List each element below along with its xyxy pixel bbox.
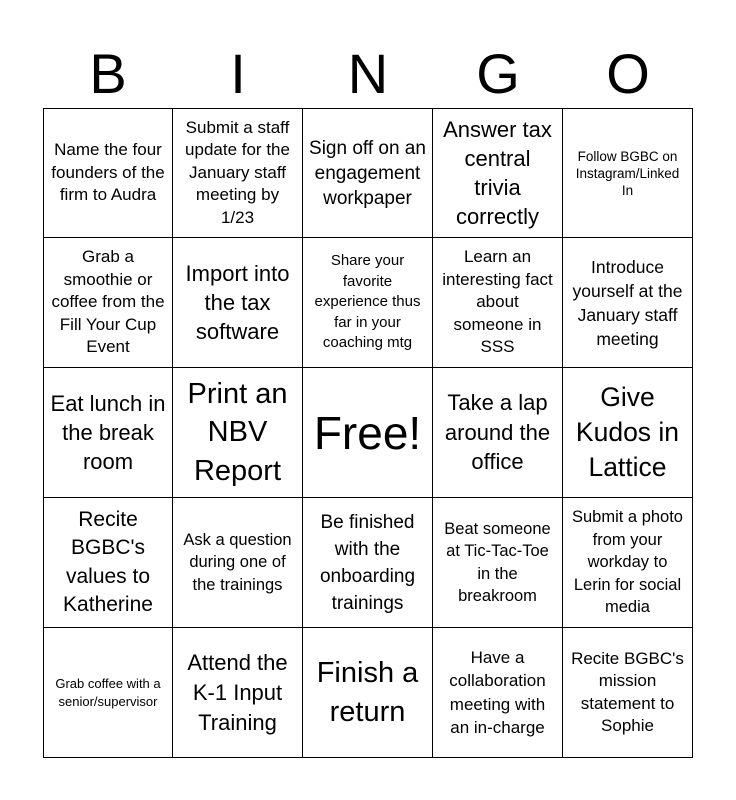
bingo-cell[interactable] (173, 498, 303, 628)
bingo-cell[interactable] (563, 368, 693, 498)
bingo-cell[interactable] (303, 108, 433, 238)
cell-text: Follow BGBC on Instagram/Linked In (575, 148, 680, 198)
cell-text: Submit a staff update for the January staff meeting by 1/23 (185, 117, 290, 227)
bingo-cell[interactable] (433, 368, 563, 498)
cell-text: Attend the K-1 Input Training (187, 649, 288, 735)
bingo-cell[interactable] (173, 628, 303, 758)
cell-text: Grab coffee with a senior/supervisor (55, 676, 161, 709)
bingo-cell[interactable] (173, 108, 303, 238)
bingo-cell[interactable] (433, 108, 563, 238)
cell-text: Learn an interesting fact about someone in SSS (442, 247, 553, 357)
bingo-cell[interactable] (303, 368, 433, 498)
bingo-cell[interactable] (43, 498, 173, 628)
bingo-cell[interactable] (43, 628, 173, 758)
bingo-cell[interactable] (563, 108, 693, 238)
cell-text: Grab a smoothie or coffee from the Fill Your Cup Event (51, 247, 165, 357)
cell-text: Give Kudos in Lattice (575, 382, 680, 482)
cell-text: Name the four founders of the firm to Audra (51, 140, 165, 205)
cell-text: Print an NBV Report (187, 377, 288, 487)
bingo-cell[interactable] (43, 368, 173, 498)
cell-text: Import into the tax software (185, 261, 290, 344)
bingo-cell[interactable] (433, 498, 563, 628)
bingo-cell[interactable] (43, 108, 173, 238)
cell-text: Recite BGBC's mission statement to Sophie (571, 648, 684, 735)
cell-text: Recite BGBC's values to Katherine (63, 507, 153, 616)
cell-text: Finish a return (316, 656, 419, 728)
bingo-header (43, 40, 693, 108)
header-letter-b: B (89, 42, 127, 105)
cell-text: Introduce yourself at the January staff meeting (572, 256, 683, 349)
header-letter-g: G (476, 42, 520, 105)
cell-text: Sign off on an engagement workpaper (309, 137, 426, 209)
cell-text: Take a lap around the office (444, 390, 551, 475)
cell-text: Be finished with the onboarding trainings (319, 511, 416, 614)
cell-text: Eat lunch in the break room (50, 391, 166, 474)
bingo-cell[interactable] (563, 238, 693, 368)
cell-text: Beat someone at Tic-Tac-Toe in the breakroom (444, 519, 551, 605)
bingo-cell[interactable] (43, 238, 173, 368)
free-space: Free! (313, 406, 422, 459)
bingo-cell[interactable] (433, 628, 563, 758)
header-letter-n: N (347, 42, 389, 105)
cell-text: Answer tax central trivia correctly (443, 117, 552, 229)
bingo-cell[interactable] (563, 628, 693, 758)
cell-text: Have a collaboration meeting with an in-charge (449, 647, 546, 737)
bingo-board (43, 108, 693, 758)
bingo-cell[interactable] (303, 238, 433, 368)
bingo-cell[interactable] (303, 498, 433, 628)
cell-text: Ask a question during one of the trainings (183, 530, 292, 594)
bingo-cell[interactable] (303, 628, 433, 758)
bingo-cell[interactable] (563, 498, 693, 628)
header-letter-i: I (230, 42, 246, 105)
bingo-cell[interactable] (173, 368, 303, 498)
cell-text: Share your favorite experience thus far in your coaching mtg (314, 252, 421, 352)
cell-text: Submit a photo from your workday to Lerin for social media (572, 508, 683, 617)
bingo-cell[interactable] (173, 238, 303, 368)
bingo-cell[interactable] (433, 238, 563, 368)
header-letter-o: O (606, 42, 650, 105)
